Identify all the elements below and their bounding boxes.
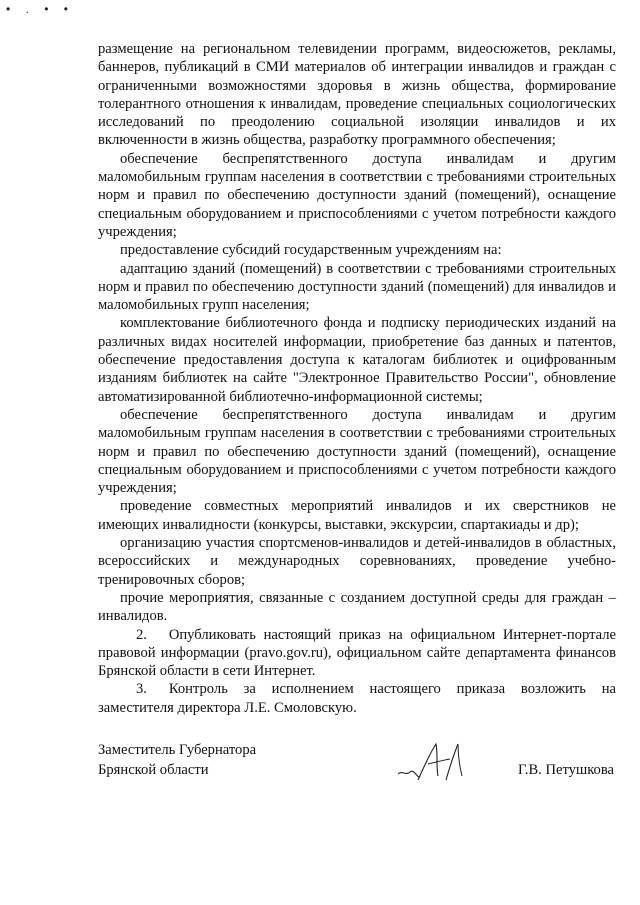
paragraph-joint-events: проведение совместных мероприятий инвалидов и их сверстников не имеющих инвалидности (конкурсы, выставки, экскурсии, спартакиады и др); xyxy=(98,498,616,533)
signatory-position-line2: Брянской области xyxy=(98,762,209,778)
handwritten-signature xyxy=(392,740,472,784)
corner-mark: • . • • xyxy=(6,2,74,16)
paragraph-library: комплектование библиотечного фонда и подписку периодических изданий на различных видах носителей информации, приобретение баз данных и патентов, обеспечение предоставления доступа к каталогам библиотек и оцифрованным изданиям библиотек на сайте "Электронное Правительство России", обновление автоматизированной библиотечно-информационной системы; xyxy=(98,315,616,405)
paragraph-competitions: организацию участия спортсменов-инвалидов и детей-инвалидов в областных, всероссийских и международных соревнованиях, проведение учебно-тренировочных сборов; xyxy=(98,535,616,588)
signatory-position-line1: Заместитель Губернатора xyxy=(98,742,257,758)
body-text xyxy=(98,40,616,717)
signatory-position xyxy=(98,740,256,780)
paragraph-access-2: обеспечение беспрепятственного доступа инвалидам и другим маломобильным группам населения в соответствии с требованиями строительных норм и правил по обеспечению доступности зданий (помещений), оснащение специальным оборудованием и приспособлениями с учетом потребности каждого учреждения; xyxy=(98,406,616,497)
paragraph-item-3: 3. Контроль за исполнением настоящего приказа возложить на заместителя директора Л.Е. Смоловскую. xyxy=(98,681,616,716)
paragraph-media: размещение на региональном телевидении программ, видеосюжетов, рекламы, баннеров, публикаций в СМИ материалов об интеграции инвалидов и граждан с ограниченными возможностями здоровья в жизнь общества, формирование толерантного отношения к инвалидам, проведение специальных социологических исследований по преодолению социальной изоляции инвалидов и их включенности в жизнь общества, разработку программного обеспечения; xyxy=(98,41,616,149)
paragraph-other: прочие мероприятия, связанные с созданием доступной среды для граждан – инвалидов. xyxy=(98,589,616,625)
paragraph-item-2: 2. Опубликовать настоящий приказ на официальном Интернет-портале правовой информации (pravo.gov.ru), официальном сайте департамента финансов Брянской области в сети Интернет. xyxy=(98,626,616,680)
signatory-name: Г.В. Петушкова xyxy=(518,762,615,778)
paragraph-adaptation: адаптацию зданий (помещений) в соответствии с требованиями строительных норм и правил по обеспечению доступности зданий (помещений) для инвалидов и маломобильных групп населения; xyxy=(98,260,616,314)
paragraph-access-1: обеспечение беспрепятственного доступа инвалидам и другим маломобильным группам населения в соответствии с требованиями строительных норм и правил по обеспечению доступности зданий (помещений), оснащение специальным оборудованием и приспособлениями с учетом потребности каждого учреждения; xyxy=(98,150,616,240)
paragraph-subsidies: предоставление субсидий государственным учреждениям на: xyxy=(120,242,502,259)
